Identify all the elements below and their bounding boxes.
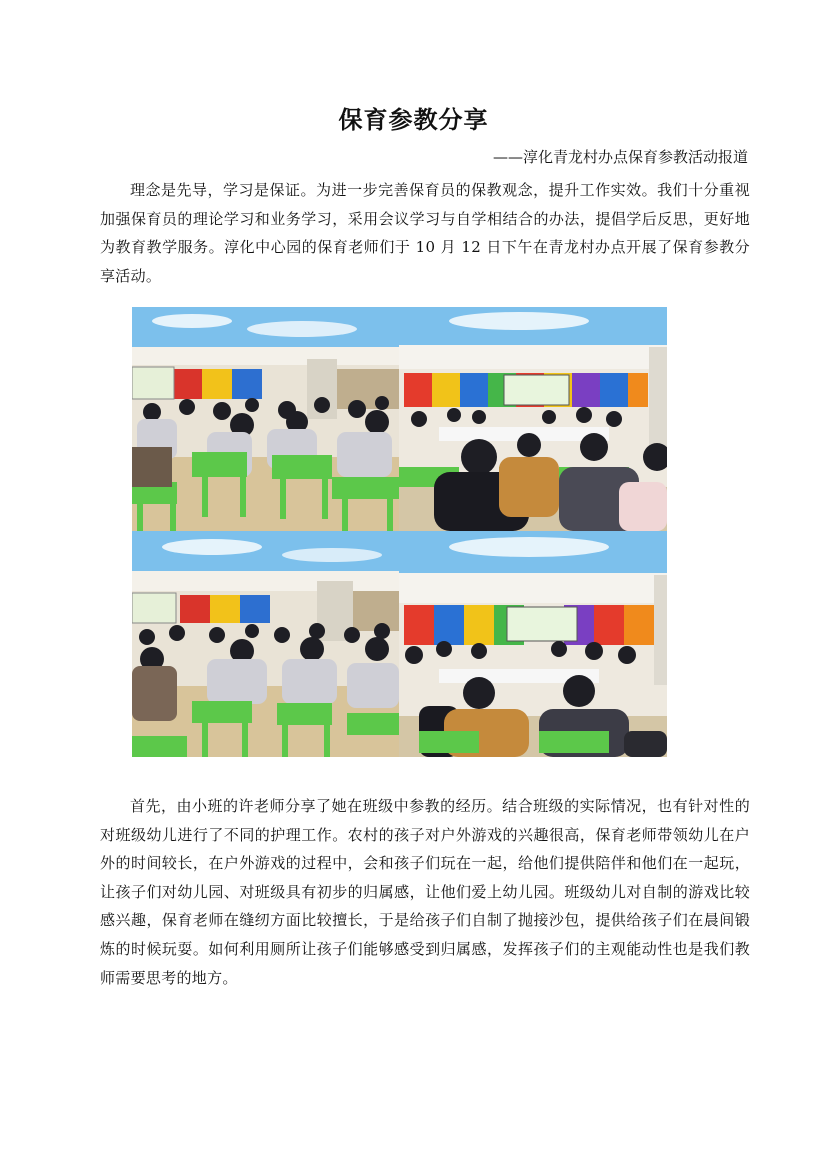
photo-meeting-3: [132, 531, 399, 757]
intro-paragraph: 理念是先导，学习是保证。为进一步完善保育员的保教观念，提升工作实效。我们十分重视加强保育员的理论学习和业务学习，采用会议学习与自学相结合的办法，提倡学后反思，更好地为教育教学服务。淳化中心园的保育老师们于 10 月 12 日下午在青龙村办点开展了保育参教分享活动。: [100, 181, 750, 285]
page-title: 保育参教分享: [338, 105, 489, 134]
photo-collage: [132, 307, 667, 757]
page-subtitle: ——淳化青龙村办点保育参教活动报道: [492, 148, 748, 166]
photo-meeting-1: [132, 307, 399, 531]
photo-meeting-2: [399, 307, 667, 531]
body-paragraph: 首先，由小班的许老师分享了她在班级中参教的经历。结合班级的实际情况，也有针对性的对班级幼儿进行了不同的护理工作。农村的孩子对户外游戏的兴趣很高，保育老师带领幼儿在户外的时间较长，在户外游戏的过程中，会和孩子们玩在一起，给他们提供陪伴和他们在一起玩，让孩子们对幼儿园、对班级具有初步的归属感，让他们爱上幼儿园。班级幼儿对自制的游戏比较感兴趣，保育老师在缝纫方面比较擅长，于是给孩子们自制了抛接沙包，提供给孩子们在晨间锻炼的时候玩耍。如何利用厕所让孩子们能够感受到归属感，发挥孩子们的主观能动性也是我们教师需要思考的地方。: [100, 797, 750, 987]
photo-meeting-4: [399, 531, 667, 757]
